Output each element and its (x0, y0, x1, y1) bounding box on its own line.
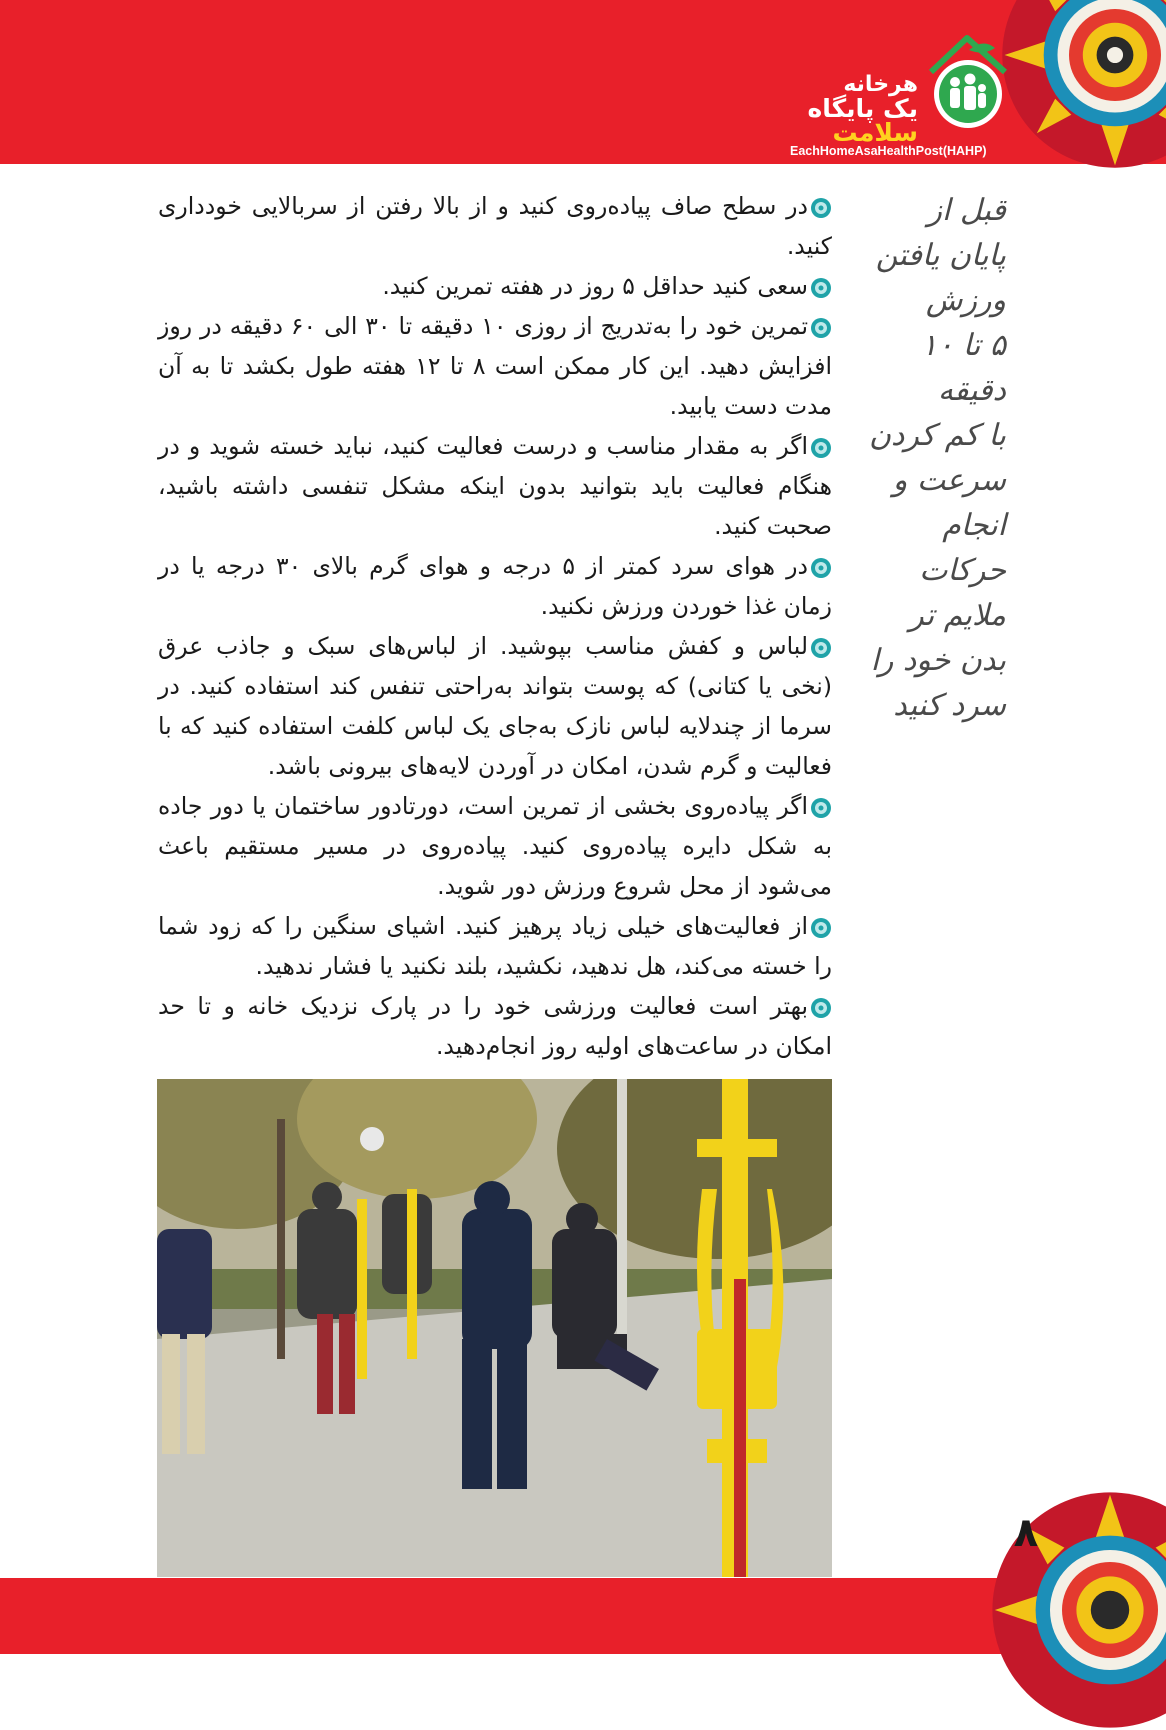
park-exercise-photo (157, 1079, 832, 1577)
side-note-line: قبل از (848, 188, 1006, 233)
side-note-line: ۵ تا ۱۰ دقیقه (848, 323, 1006, 413)
logo-english-name: EachHomeAsaHealthPost(HAHP) (790, 144, 987, 158)
list-item-text: در هوای سرد کمتر از ۵ درجه و هوای گرم بالای ۳۰ درجه یا در زمان غذا خوردن ورزش نکنید. (158, 552, 832, 620)
side-note-line: با کم کردن (848, 413, 1006, 458)
side-note-line: ورزش (848, 278, 1006, 323)
list-item-text: تمرین خود را به‌تدریج از روزی ۱۰ دقیقه تا ۳۰ الی ۶۰ دقیقه در روز افزایش دهید. این کار ممکن است ۸ تا ۱۲ هفته طول بکشد تا به آن مدت دست یابید. (158, 312, 832, 420)
side-note-line: پایان یافتن (848, 233, 1006, 278)
bullet-flower-icon (810, 277, 832, 299)
list-item (158, 986, 832, 1066)
list-item-text: بهتر است فعالیت ورزشی خود را در پارک نزدیک خانه و تا حد امکان در ساعت‌های اولیه روز انجام‌دهید. (158, 992, 832, 1060)
side-note-line: سرعت و انجام (848, 458, 1006, 548)
logo-title-line1: هرخانه (843, 72, 918, 97)
side-note-line: بدن خود را (848, 638, 1006, 683)
logo-title-line2: یک پایگاه (807, 94, 918, 123)
bullet-flower-icon (810, 197, 832, 219)
list-item (158, 786, 832, 906)
bullet-flower-icon (810, 797, 832, 819)
bullet-flower-icon (810, 317, 832, 339)
side-note (848, 188, 1006, 728)
list-item-text: اگر به مقدار مناسب و درست فعالیت کنید، نباید خسته شوید و در هنگام فعالیت باید بتوانید بدون اینکه مشکل تنفسی داشته باشید، صحبت کنید. (158, 432, 832, 540)
list-item (158, 186, 832, 266)
bullet-flower-icon (810, 917, 832, 939)
bullet-flower-icon (810, 637, 832, 659)
list-item-text: در سطح صاف پیاده‌روی کنید و از بالا رفتن از سربالایی خودداری کنید. (158, 192, 832, 260)
page-number: ۸ (996, 1510, 1056, 1556)
mandala-ornament-top (1000, 0, 1166, 170)
list-item (158, 546, 832, 626)
bullet-flower-icon (810, 557, 832, 579)
logo-title-line3: سلامت (832, 118, 918, 147)
apple-family-logo-icon (925, 32, 1010, 132)
list-item (158, 626, 832, 786)
list-item-text: لباس و کفش مناسب بپوشید. از لباس‌های سبک و جاذب عرق (نخی یا کتانی) که پوست بتواند به‌راحتی تنفس کند استفاده کنید. در سرما از چندلایه لباس نازک به‌جای یک لباس کلفت استفاده کنید که با فعالیت و گرم شدن، امکان در آوردن لایه‌های بیرونی باشد. (158, 632, 832, 780)
list-item (158, 306, 832, 426)
list-item (158, 426, 832, 546)
side-note-line: سرد کنید (848, 683, 1006, 728)
body-text (158, 186, 832, 1066)
list-item-text: از فعالیت‌های خیلی زیاد پرهیز کنید. اشیای سنگین را که زود شما را خسته می‌کند، هل ندهید، نکشید، بلند نکنید یا فشار ندهید. (158, 912, 832, 980)
list-item-text: سعی کنید حداقل ۵ روز در هفته تمرین کنید. (382, 272, 808, 300)
list-item-text: اگر پیاده‌روی بخشی از تمرین است، دورتادور ساختمان یا دور جاده به شکل دایره پیاده‌روی کنید. پیاده‌روی در مسیر مستقیم باعث می‌شود از محل شروع ورزش دور شوید. (158, 792, 832, 900)
side-note-line: حرکات ملایم تر (848, 548, 1006, 638)
hahp-logo (790, 32, 1010, 162)
bullet-flower-icon (810, 437, 832, 459)
bullet-flower-icon (810, 997, 832, 1019)
list-item (158, 266, 832, 306)
list-item (158, 906, 832, 986)
